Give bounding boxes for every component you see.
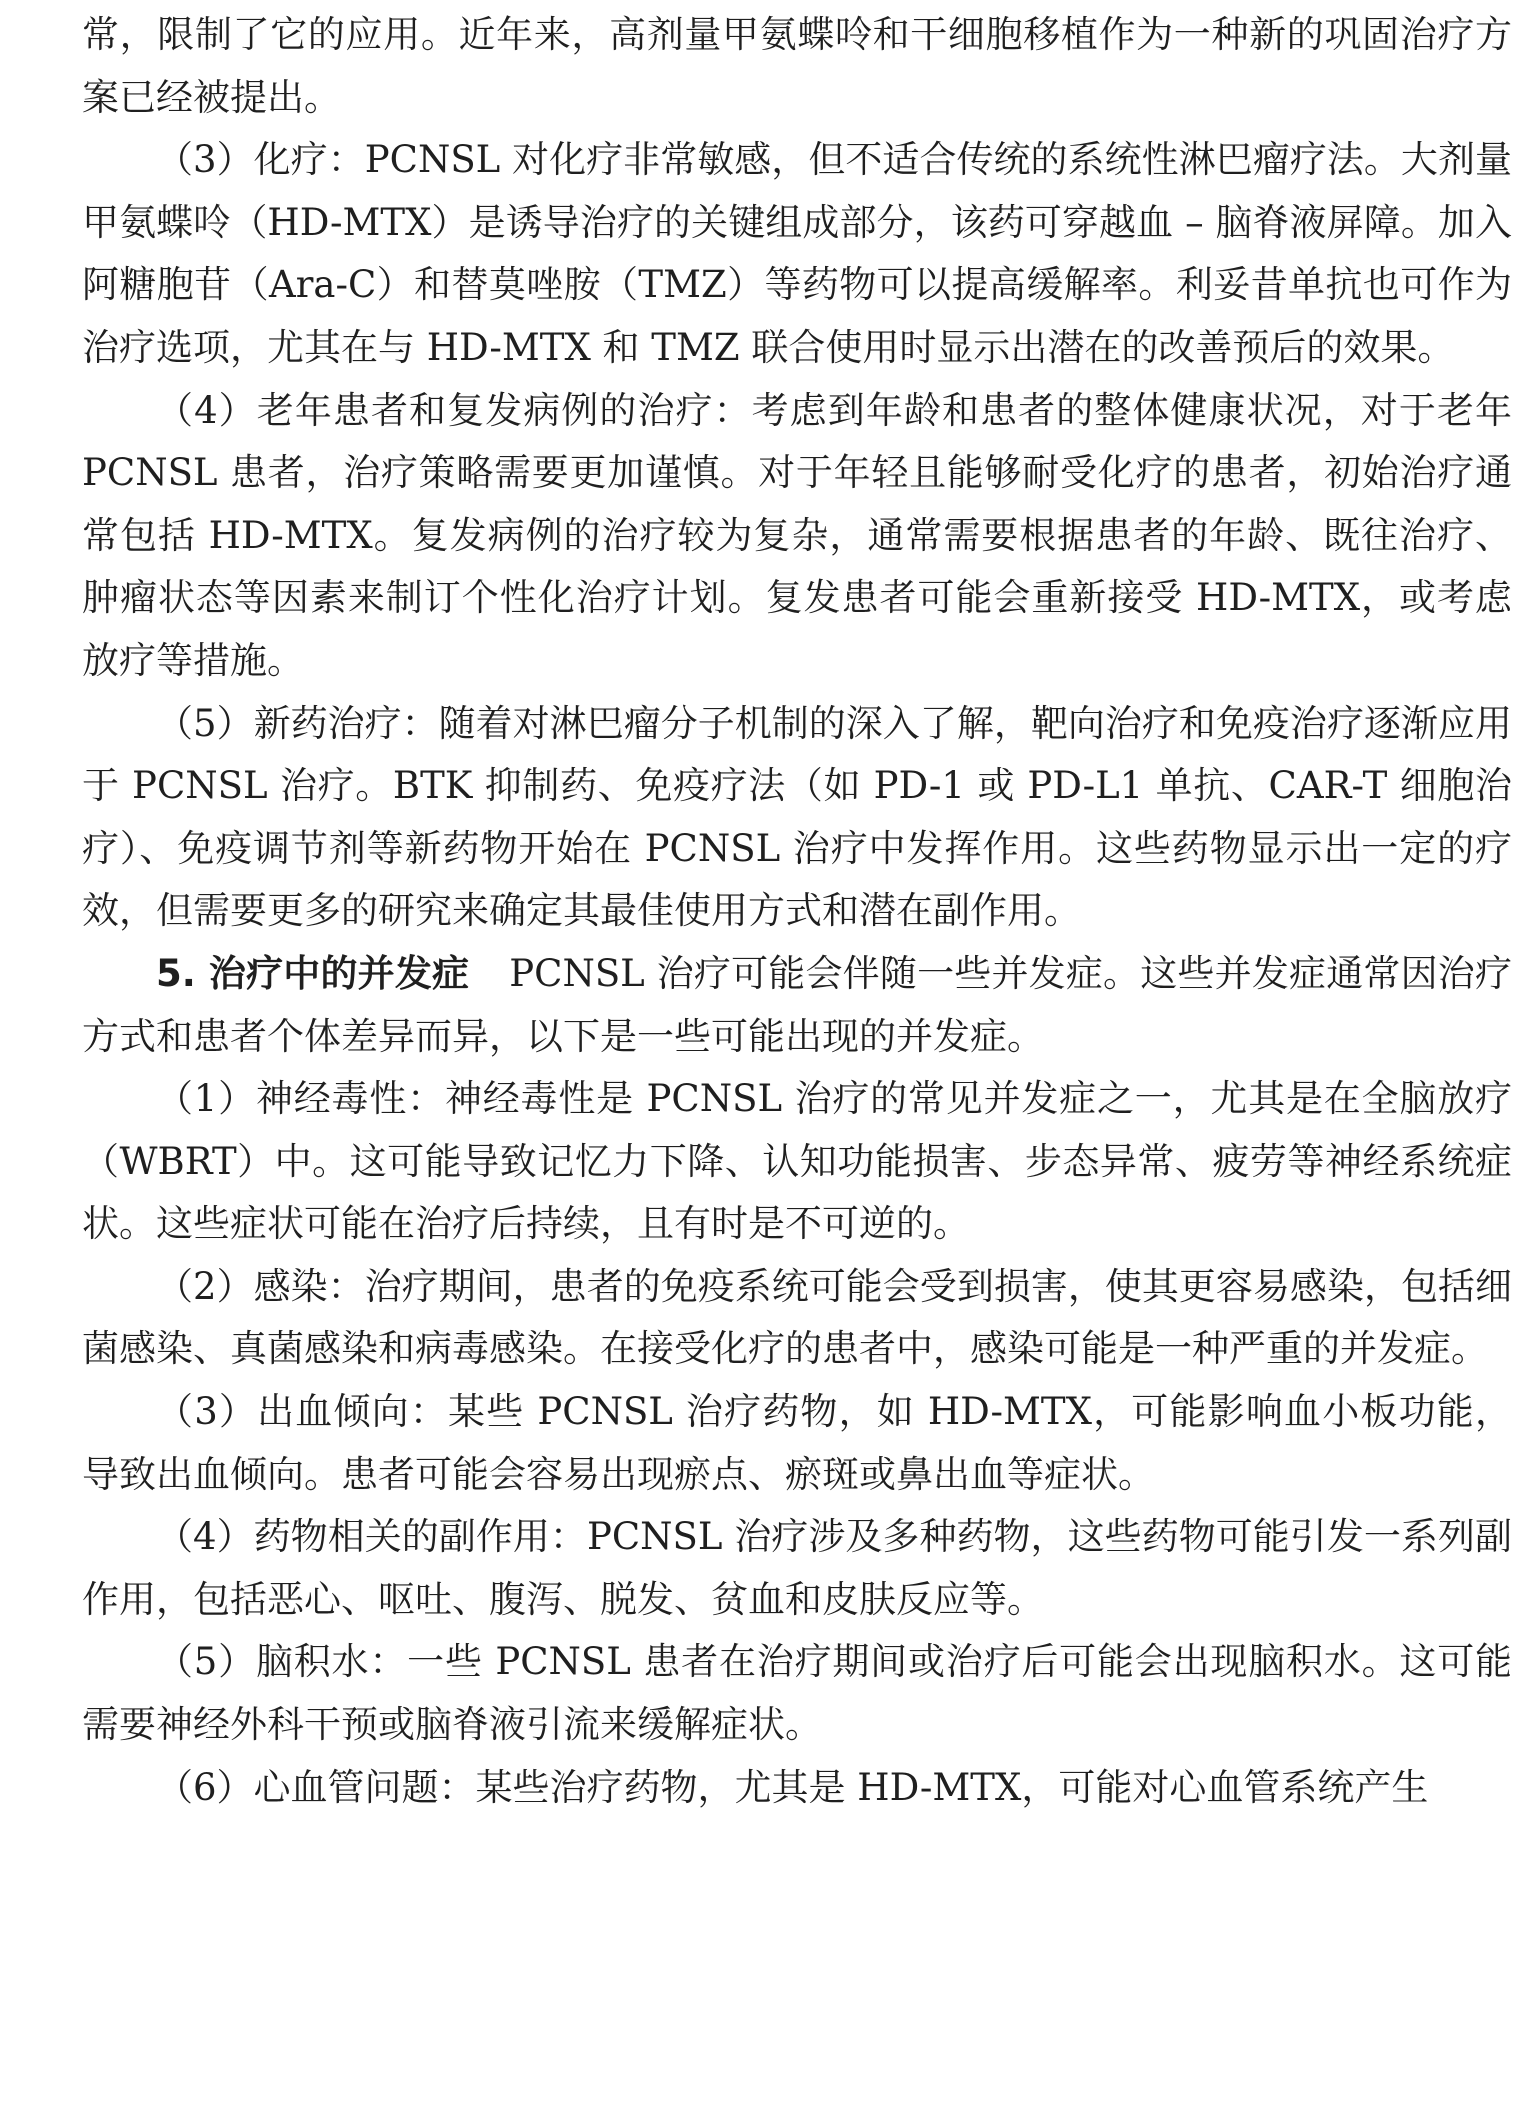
paragraph-neurotoxicity: （1）神经毒性：神经毒性是 PCNSL 治疗的常见并发症之一，尤其是在全脑放疗（WBRT）中。这可能导致记忆力下降、认知功能损害、步态异常、疲劳等神经系统症状。这些症状可能在治疗后持续，且有时是不可逆的。 xyxy=(82,1077,1512,1246)
paragraph-continuation: 常，限制了它的应用。近年来，高剂量甲氨蝶呤和干细胞移植作为一种新的巩固治疗方案已经被提出。 xyxy=(82,13,1512,119)
paragraph-complications-intro xyxy=(82,943,1512,1068)
paragraph-bleeding: （3）出血倾向：某些 PCNSL 治疗药物，如 HD-MTX，可能影响血小板功能，导致出血倾向。患者可能会容易出现瘀点、瘀斑或鼻出血等症状。 xyxy=(82,1390,1512,1496)
complications-intro-text: PCNSL 治疗可能会伴随一些并发症。这些并发症通常因治疗方式和患者个体差异而异，以下是一些可能出现的并发症。 xyxy=(82,951,1512,1058)
section-heading: 5. 治疗中的并发症 xyxy=(156,951,470,995)
paragraph-hydrocephalus: （5）脑积水：一些 PCNSL 患者在治疗期间或治疗后可能会出现脑积水。这可能需要神经外科干预或脑脊液引流来缓解症状。 xyxy=(82,1640,1512,1747)
document-page xyxy=(82,0,1512,1819)
paragraph-chemotherapy: （3）化疗：PCNSL 对化疗非常敏感，但不适合传统的系统性淋巴瘤疗法。大剂量甲氨蝶呤（HD-MTX）是诱导治疗的关键组成部分，该药可穿越血 – 脑脊液屏障。加入阿糖胞苷（Ara-C）和替莫唑胺（TMZ）等药物可以提高缓解率。利妥昔单抗也可作为治疗选项，尤其在与 HD-MTX 和 TMZ 联合使用时显示出潜在的改善预后的效果。 xyxy=(82,138,1512,369)
paragraph-drug-side-effects: （4）药物相关的副作用：PCNSL 治疗涉及多种药物，这些药物可能引发一系列副作用，包括恶心、呕吐、腹泻、脱发、贫血和皮肤反应等。 xyxy=(82,1515,1512,1621)
paragraph-elderly-relapse: （4）老年患者和复发病例的治疗：考虑到年龄和患者的整体健康状况，对于老年 PCNSL 患者，治疗策略需要更加谨慎。对于年轻且能够耐受化疗的患者，初始治疗通常包括 HD-MTX。复发病例的治疗较为复杂，通常需要根据患者的年龄、既往治疗、肿瘤状态等因素来制订个性化治疗计划。复发患者可能会重新接受 HD-MTX，或考虑放疗等措施。 xyxy=(82,388,1512,682)
paragraph-infection: （2）感染：治疗期间，患者的免疫系统可能会受到损害，使其更容易感染，包括细菌感染、真菌感染和病毒感染。在接受化疗的患者中，感染可能是一种严重的并发症。 xyxy=(82,1264,1512,1371)
paragraph-new-drugs: （5）新药治疗：随着对淋巴瘤分子机制的深入了解，靶向治疗和免疫治疗逐渐应用于 PCNSL 治疗。BTK 抑制药、免疫疗法（如 PD-1 或 PD-L1 单抗、CAR-T 细胞治疗）、免疫调节剂等新药物开始在 PCNSL 治疗中发挥作用。这些药物显示出一定的疗效，但需要更多的研究来确定其最佳使用方式和潜在副作用。 xyxy=(82,701,1512,933)
paragraph-cardiovascular: （6）心血管问题：某些治疗药物，尤其是 HD-MTX，可能对心血管系统产生 xyxy=(156,1765,1429,1809)
